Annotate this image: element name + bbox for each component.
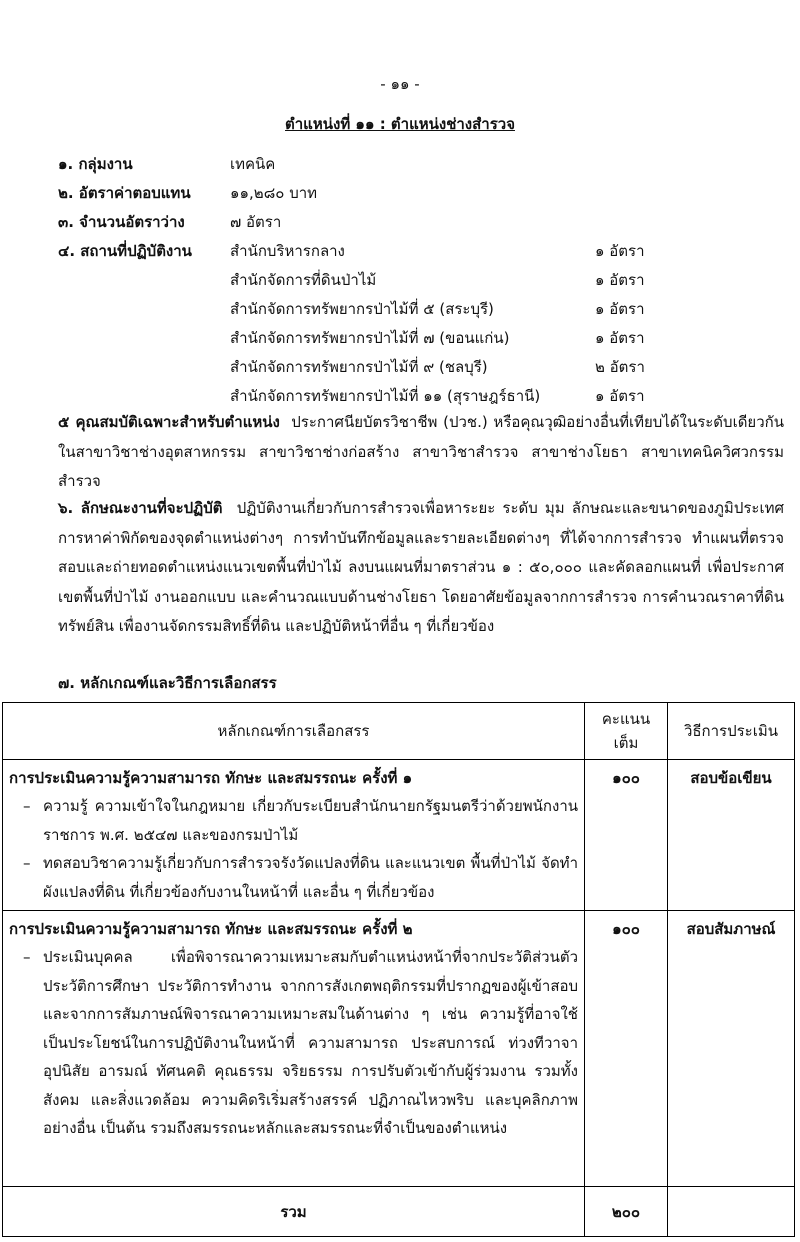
office-name: สำนักจัดการที่ดินป่าไม้ xyxy=(230,271,377,289)
job-description-label: ๖. ลักษณะงานที่จะปฏิบัติ xyxy=(58,499,223,517)
page-title: ตำแหน่งที่ ๑๑ : ตำแหน่งช่างสำรวจ xyxy=(285,115,515,133)
method-header: วิธีการประเมิน xyxy=(668,703,795,760)
bullet-text: ประเมินบุคคล เพื่อพิจารณาความเหมาะสมกับตำแหน่งหน้าที่จากประวัติส่วนตัวประวัติการศึกษา ประวัติการทำงาน จากการสังเกตพฤติกรรมที่ปรากฏของผู้เข้าสอบและจากการสัมภาษณ์พิจารณาความเหมาะสมในด้านต่าง ๆ เช่น ความรู้ที่อาจใช้เป็นประโยชน์ในการปฏิบัติงานในหน้าที่ ความสามารถ ประสบการณ์ ท่วงทีวาจา อุปนิสัย อารมณ์ ทัศนคติ คุณธรรม จริยธรรม การปรับตัวเข้ากับผู้ร่วมงาน รวมทั้งสังคม และสิ่งแวดล้อม ความคิดริเริ่มสร้างสรรค์ ปฏิภาณไหวพริบ และบุคลิกภาพอย่างอื่น เป็นต้น รวมถึงสมรรถนะหลักและสมรรถนะที่จำเป็นของตำแหน่ง xyxy=(43,948,578,1137)
list-item: – ทดสอบวิชาความรู้เกี่ยวกับการสำรวจรังวัดแปลงที่ดิน และแนวเขต พื้นที่ป่าไม้ จัดทำผังแปลงที่ดิน ที่เกี่ยวข้องกับงานในหน้าที่ และอื่น ๆ ที่เกี่ยวข้อง xyxy=(23,854,578,901)
office-name: สำนักจัดการทรัพยากรป่าไม้ที่ ๙ (ชลบุรี) xyxy=(230,358,488,376)
list-item: – ความรู้ ความเข้าใจในกฎหมาย เกี่ยวกับระเบียบสำนักนายกรัฐมนตรีว่าด้วยพนักงานราชการ พ.ศ. ๒๕๔๗ และของกรมป่าไม้ xyxy=(23,797,578,844)
score-header: คะแนนเต็ม xyxy=(585,703,668,760)
office-count: ๑ อัตรา xyxy=(595,329,645,347)
list-item: – ประเมินบุคคล เพื่อพิจารณาความเหมาะสมกับตำแหน่งหน้าที่จากประวัติส่วนตัวประวัติการศึกษา ประวัติการทำงาน จากการสังเกตพฤติกรรมที่ปรากฏของผู้เข้าสอบและจากการสัมภาษณ์พิจารณาความเหมาะสมในด้านต่าง ๆ เช่น ความรู้ที่อาจใช้เป็นประโยชน์ในการปฏิบัติงานในหน้าที่ ความสามารถ ประสบการณ์ ท่วงทีวาจา อุปนิสัย อารมณ์ ทัศนคติ คุณธรรม จริยธรรม การปรับตัวเข้ากับผู้ร่วมงาน รวมทั้งสังคม และสิ่งแวดล้อม ความคิดริเริ่มสร้างสรรค์ ปฏิภาณไหวพริบ และบุคลิกภาพอย่างอื่น เป็นต้น รวมถึงสมรรถนะหลักและสมรรถนะที่จำเป็นของตำแหน่ง xyxy=(23,948,578,1137)
bullet-text: ทดสอบวิชาความรู้เกี่ยวกับการสำรวจรังวัดแปลงที่ดิน และแนวเขต พื้นที่ป่าไม้ จัดทำผังแปลงที่ดิน ที่เกี่ยวข้องกับงานในหน้าที่ และอื่น ๆ ที่เกี่ยวข้อง xyxy=(43,854,578,901)
total-label: รวม xyxy=(3,1187,585,1237)
bullet-text: ความรู้ ความเข้าใจในกฎหมาย เกี่ยวกับระเบียบสำนักนายกรัฐมนตรีว่าด้วยพนักงานราชการ พ.ศ. ๒๕๔๗ และของกรมป่าไม้ xyxy=(43,797,578,844)
method-cell: สอบข้อเขียน xyxy=(668,760,795,911)
office-count: ๒ อัตรา xyxy=(595,358,645,376)
job-description-text: ปฏิบัติงานเกี่ยวกับการสำรวจเพื่อหาระยะ ระดับ มุม ลักษณะและขนาดของภูมิประเทศ การหาค่าพิกัดของจุดตำแหน่งต่างๆ การทำบันทึกข้อมูลและรายละเอียดต่างๆ ที่ได้จากการสำรวจ ทำแผนที่ตรวจสอบและถ่ายทอดตำแหน่งแนวเขตพื้นที่ป่าไม้ ลงบนแผนที่มาตราส่วน ๑ : ๕๐,๐๐๐ และคัดลอกแผนที่ เพื่อประกาศเขตพื้นที่ป่าไม้ งานออกแบบ และคำนวณแบบด้านช่างโยธา โดยอาศัยข้อมูลจากการสำรวจ การคำนวณราคาที่ดิน ทรัพย์สิน เพื่องานจัดกรรมสิทธิ์ที่ดิน และปฏิบัติหน้าที่อื่น ๆ ที่เกี่ยวข้อง xyxy=(58,499,784,635)
total-method-cell xyxy=(668,1187,795,1237)
office-count: ๑ อัตรา xyxy=(595,271,645,289)
salary-label: ๒. อัตราค่าตอบแทน xyxy=(58,184,191,202)
table-header-row xyxy=(3,703,795,760)
table-row xyxy=(3,911,795,1187)
office-count: ๑ อัตรา xyxy=(595,300,645,318)
office-name: สำนักบริหารกลาง xyxy=(230,242,345,260)
total-score: ๒๐๐ xyxy=(585,1187,668,1237)
criteria-header: หลักเกณฑ์การเลือกสรร xyxy=(3,703,585,760)
office-count: ๑ อัตรา xyxy=(595,242,645,260)
page-number: - ๑๑ - xyxy=(380,75,420,93)
job-description-paragraph xyxy=(58,494,784,642)
qualification-label: ๕ คุณสมบัติเฉพาะสำหรับตำแหน่ง xyxy=(58,413,280,431)
vacancy-label: ๓. จำนวนอัตราว่าง xyxy=(58,213,185,231)
workplace-label: ๔. สถานที่ปฏิบัติงาน xyxy=(58,242,192,260)
score-cell: ๑๐๐ xyxy=(585,760,668,911)
group-value: เทคนิค xyxy=(230,155,276,173)
office-count: ๑ อัตรา xyxy=(595,387,645,405)
score-cell: ๑๐๐ xyxy=(585,911,668,1187)
total-row xyxy=(3,1187,795,1237)
group-label: ๑. กลุ่มงาน xyxy=(58,155,133,173)
qualification-paragraph xyxy=(58,408,784,497)
salary-value: ๑๑,๒๘๐ บาท xyxy=(230,184,318,202)
selection-heading: ๗. หลักเกณฑ์และวิธีการเลือกสรร xyxy=(58,674,277,692)
office-name: สำนักจัดการทรัพยากรป่าไม้ที่ ๕ (สระบุรี) xyxy=(230,300,494,318)
qualification-text: ประกาศนียบัตรวิชาชีพ (ปวช.) หรือคุณวุฒิอย่างอื่นที่เทียบได้ในระดับเดียวกัน ในสาขาวิชาช่างอุตสาหกรรม สาขาวิชาช่างก่อสร้าง สาขาวิชาสำรวจ สาขาช่างโยธา สาขาเทคนิควิศวกรรมสำรวจ xyxy=(58,413,784,490)
criteria-cell xyxy=(3,760,585,911)
office-name: สำนักจัดการทรัพยากรป่าไม้ที่ ๑๑ (สุราษฎร์ธานี) xyxy=(230,387,541,405)
round-title: การประเมินความรู้ความสามารถ ทักษะ และสมรรถนะ ครั้งที่ ๒ xyxy=(9,920,413,938)
office-name: สำนักจัดการทรัพยากรป่าไม้ที่ ๗ (ขอนแก่น) xyxy=(230,329,510,347)
criteria-cell xyxy=(3,911,585,1187)
vacancy-value: ๗ อัตรา xyxy=(230,213,282,231)
round-title: การประเมินความรู้ความสามารถ ทักษะ และสมรรถนะ ครั้งที่ ๑ xyxy=(9,769,413,787)
criteria-table xyxy=(2,702,795,1237)
method-cell: สอบสัมภาษณ์ xyxy=(668,911,795,1187)
table-row xyxy=(3,760,795,911)
